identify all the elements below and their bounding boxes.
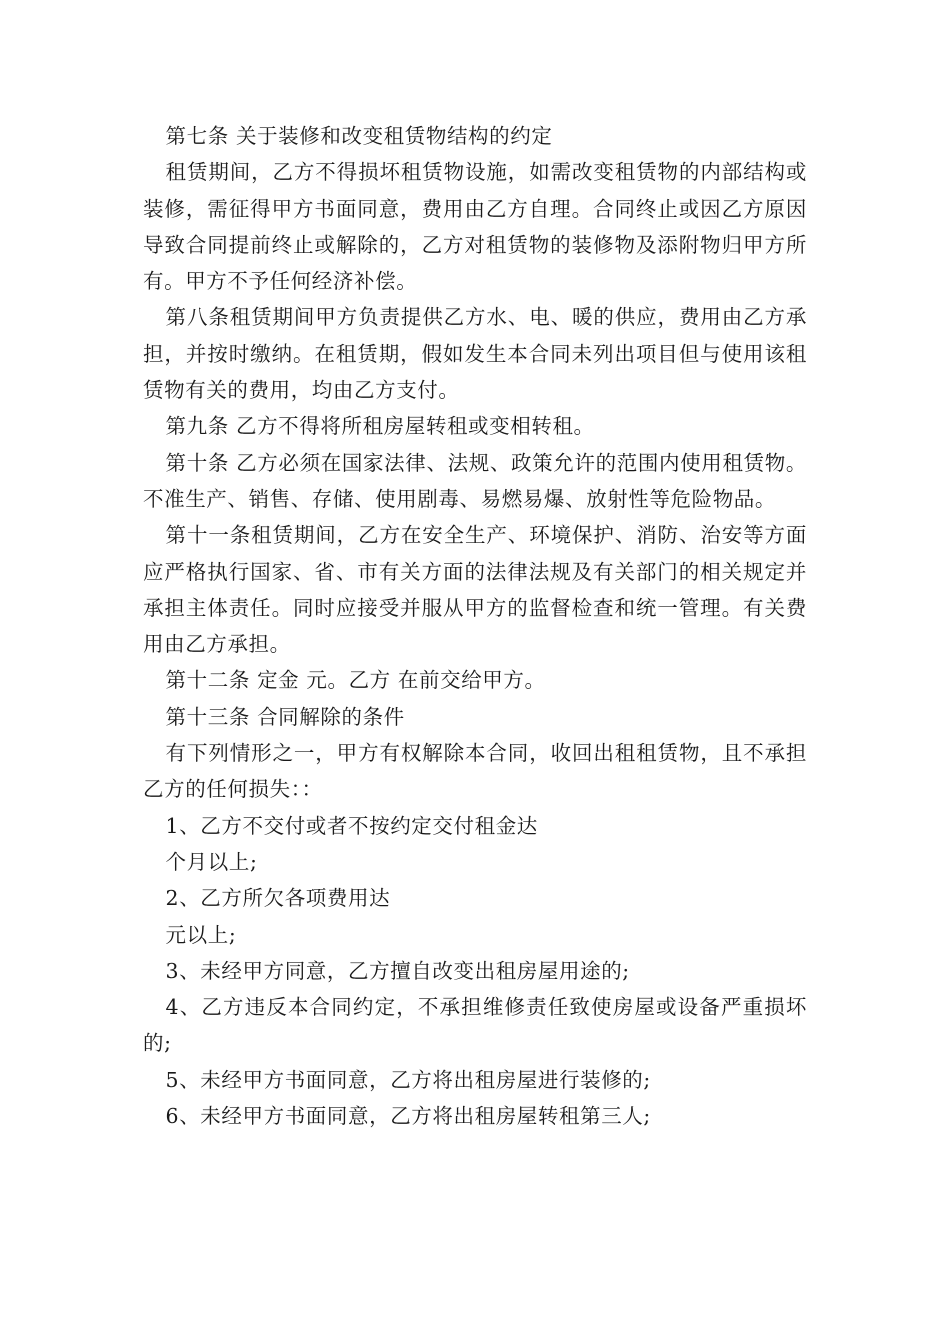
document-page [143,118,807,1134]
article-12: 第十二条 定金 元。乙方 在前交给甲方。 [165,668,546,693]
list-item-2: 2、乙方所欠各项费用达 [165,886,391,911]
list-item-4: 4、乙方违反本合同约定，不承担维修责任致使房屋或设备严重损坏的; [143,995,807,1056]
article-10: 第十条 乙方必须在国家法律、法规、政策允许的范围内使用租赁物。不准生产、销售、存储、使用剧毒、易燃易爆、放射性等危险物品。 [143,450,807,511]
list-item-3: 3、未经甲方同意，乙方擅自改变出租房屋用途的; [165,958,630,983]
article-13-title: 第十三条 合同解除的条件 [165,704,405,729]
article-9: 第九条 乙方不得将所租房屋转租或变相转租。 [165,414,595,439]
article-11: 第十一条租赁期间，乙方在安全生产、环境保护、消防、治安等方面应严格执行国家、省、市有关方面的法律法规及有关部门的相关规定并承担主体责任。同时应接受并服从甲方的监督检查和统一管理。有关费用由乙方承担。 [143,523,807,657]
article-7-title: 第七条 关于装修和改变租赁物结构的约定 [165,124,553,148]
article-13-intro: 有下列情形之一，甲方有权解除本合同，收回出租租赁物，且不承担乙方的任何损失：： [143,741,807,802]
list-item-2-cont: 元以上; [165,922,237,947]
article-7-body: 租赁期间，乙方不得损坏租赁物设施，如需改变租赁物的内部结构或装修，需征得甲方书面同意，费用由乙方自理。合同终止或因乙方原因导致合同提前终止或解除的，乙方对租赁物的装修物及添附物归甲方所有。甲方不予任何经济补偿。 [143,160,807,294]
list-item-6: 6、未经甲方书面同意，乙方将出租房屋转租第三人; [165,1104,651,1129]
article-8: 第八条租赁期间甲方负责提供乙方水、电、暖的供应，费用由乙方承担，并按时缴纳。在租赁期，假如发生本合同未列出项目但与使用该租赁物有关的费用，均由乙方支付。 [143,305,807,403]
list-item-1: 1、乙方不交付或者不按约定交付租金达 [165,813,538,838]
list-item-5: 5、未经甲方书面同意，乙方将出租房屋进行装修的; [165,1067,651,1092]
list-item-1-cont: 个月以上; [165,849,258,874]
